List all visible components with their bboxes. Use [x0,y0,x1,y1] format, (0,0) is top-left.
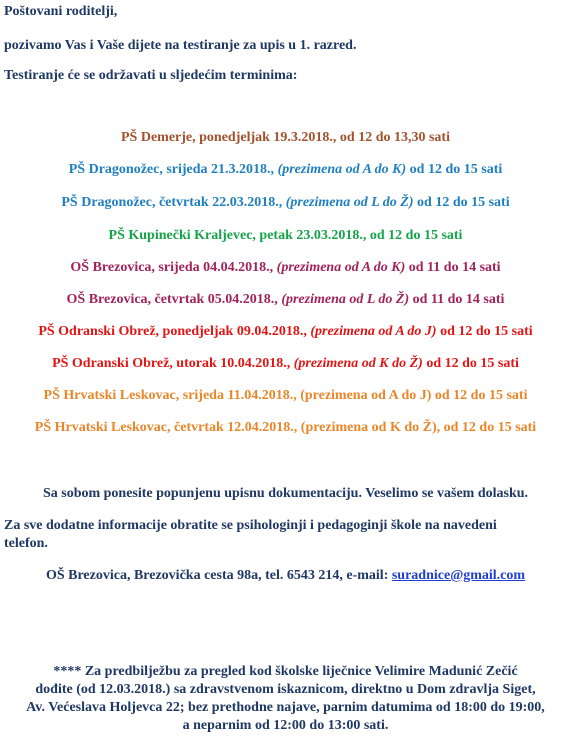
info-line-1: Za sve dodatne informacije obratite se psihologinji i pedagoginji škole na navedeni [4,518,497,533]
term-dragonozec-2: PŠ Dragonožec, četvrtak 22.03.2018., (prezimena od L do Ž) od 12 do 15 sati [61,195,510,210]
term-demerje: PŠ Demerje, ponedjeljak 19.3.2018., od 12 do 13,30 sati [121,130,450,145]
term-brezovica-1: OŠ Brezovica, srijeda 04.04.2018., (prezimena od A do K) od 11 do 14 sati [70,260,501,275]
email-link[interactable]: suradnice@gmail.com [391,568,526,583]
greeting: Poštovani roditelji, [4,4,118,19]
contact-line [0,568,571,584]
bring-documents-note: Sa sobom ponesite popunjenu upisnu dokumentaciju. Veselimo se vašem dolasku. [42,486,529,501]
term-odranski-obrez-1: PŠ Odranski Obrež, ponedjeljak 09.04.2018., (prezimena od A do J) od 12 do 15 sati [38,324,533,339]
contact-text: OŠ Brezovica, Brezovička cesta 98a, tel. 6543 214, e-mail: [45,568,392,583]
term-hrvatski-leskovac-1: PŠ Hrvatski Leskovac, srijeda 11.04.2018., (prezimena od A do J) od 12 do 15 sati [43,388,528,403]
term-kupinecki-kraljevec: PŠ Kupinečki Kraljevec, petak 23.03.2018., od 12 do 15 sati [108,228,463,243]
term-odranski-obrez-2: PŠ Odranski Obrež, utorak 10.04.2018., (prezimena od K do Ž) od 12 do 15 sati [52,356,519,371]
schedule-intro: Testiranje će se održavati u sljedećim terminima: [4,68,298,83]
term-hrvatski-leskovac-2: PŠ Hrvatski Leskovac, četvrtak 12.04.2018., (prezimena od K do Ž), od 12 do 15 sati [34,420,537,435]
medical-checkup-note [0,663,571,735]
footer-line-4: a neparnim od 12:00 do 13:00 sati. [182,718,389,733]
footer-line-3: Av. Većeslava Holjevca 22; bez prethodne najave, parnim datumima od 18:00 do 19:00, [26,700,545,715]
term-brezovica-2: OŠ Brezovica, četvrtak 05.04.2018., (prezimena od L do Ž) od 11 do 14 sati [66,292,505,307]
footer-line-2: dođite (od 12.03.2018.) sa zdravstvenom iskaznicom, direktno u Dom zdravlja Siget, [35,682,536,697]
term-dragonozec-1: PŠ Dragonožec, srijeda 21.3.2018., (prezimena od A do K) od 12 do 15 sati [68,162,503,177]
info-line-2: telefon. [4,536,48,551]
invite-text: pozivamo Vas i Vaše dijete na testiranje za upis u 1. razred. [4,38,357,53]
footer-line-1: **** Za predbilježbu za pregled kod školske liječnice Velimire Madunić Zečić [53,664,518,679]
